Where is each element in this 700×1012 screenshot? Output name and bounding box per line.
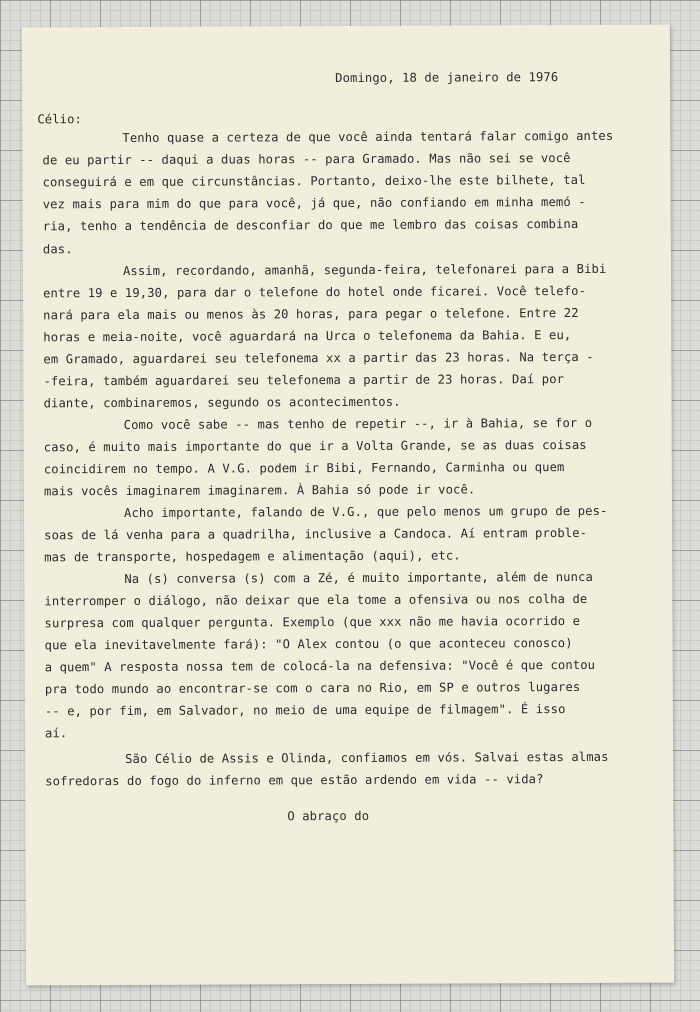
text-line: horas e meia-noite, você aguardará na Urca o telefonema da Bahia. E eu, bbox=[43, 328, 572, 345]
text-line: em Gramado, aguardarei seu telefonema xx a partir das 23 horas. Na terça - bbox=[43, 349, 594, 367]
text-line: pra todo mundo ao encontrar-se com o cara no Rio, em SP e outros lugares bbox=[44, 679, 581, 697]
text-line: Na (s) conversa (s) com a Zé, é muito importante, além de nunca bbox=[124, 569, 593, 586]
text-line: que ela inevitavelmente fará): "O Alex contou (o que aconteceu conosco) bbox=[44, 636, 573, 653]
text-line: interromper o diálogo, não deixar que ela tome a ofensiva ou nos colha de bbox=[44, 591, 588, 609]
text-line: caso, é muito mais importante do que ir a Volta Grande, se as duas coisas bbox=[43, 437, 587, 455]
text-line: -- e, por fim, em Salvador, no meio de uma equipe de filmagem". É isso bbox=[44, 702, 566, 719]
letter-sheet bbox=[22, 25, 674, 986]
closing: O abraço do bbox=[287, 808, 370, 824]
text-line: ria, tenho a tendência de desconfiar do que me lembro das coisas combina bbox=[42, 216, 579, 234]
text-line: Tenho quase a certeza de que você ainda tentará falar comigo antes bbox=[122, 128, 614, 145]
text-line: das. bbox=[42, 242, 73, 257]
text-line: conseguirá e em que circunstâncias. Portanto, deixo-lhe este bilhete, tal bbox=[42, 172, 586, 190]
text-line: a quem" A resposta nossa tem de colocá-la na defensiva: "Você é que contou bbox=[44, 657, 596, 675]
text-line: sofredoras do fogo do inferno em que estão ardendo em vida -- vida? bbox=[45, 772, 544, 789]
text-line: Acho importante, falando de V.G., que pelo menos um grupo de pes- bbox=[124, 503, 608, 520]
text-line: nará para ela mais ou menos às 20 horas, para pegar o telefone. Entre 22 bbox=[43, 305, 579, 323]
text-line: diante, combinaremos, segundo os acontecimentos. bbox=[43, 394, 401, 411]
text-line: Assim, recordando, amanhã, segunda-feira, telefonarei para a Bibi bbox=[122, 261, 607, 278]
text-line: soas de lá venha para a quadrilha, inclusive a Candoca. Aí entram proble- bbox=[44, 525, 588, 543]
text-line: de eu partir -- daqui a duas horas -- para Gramado. Mas não sei se você bbox=[42, 151, 571, 168]
text-line: -feira, também aguardarei seu telefonema a partir de 23 horas. Daí por bbox=[43, 372, 565, 389]
text-line: aí. bbox=[44, 726, 68, 741]
text-line: Como você sabe -- mas tenho de repetir --, ir à Bahia, se for o bbox=[123, 415, 593, 432]
text-line: mais vocês imaginarem imaginarem. À Bahia só pode ir você. bbox=[43, 482, 476, 499]
text-line: vez mais para mim do que para você, já que, não confiando em minha memó - bbox=[42, 194, 586, 212]
text-line: mas de transporte, hospedagem e alimentação (aqui), etc. bbox=[44, 548, 461, 565]
letter-date: Domingo, 18 de janeiro de 1976 bbox=[335, 70, 559, 86]
text-line: São Célio de Assis e Olinda, confiamos em vós. Salvai estas almas bbox=[125, 749, 609, 766]
text-line: surpresa com qualquer pergunta. Exemplo (que xxx não me havia ocorrido e bbox=[44, 613, 581, 631]
text-line: coincidirem no tempo. A V.G. podem ir Bibi, Fernando, Carminha ou quem bbox=[43, 460, 565, 477]
salutation: Célio: bbox=[37, 112, 82, 127]
text-line: entre 19 e 19,30, para dar o telefone do hotel onde ficarei. Você telefo- bbox=[43, 283, 587, 301]
